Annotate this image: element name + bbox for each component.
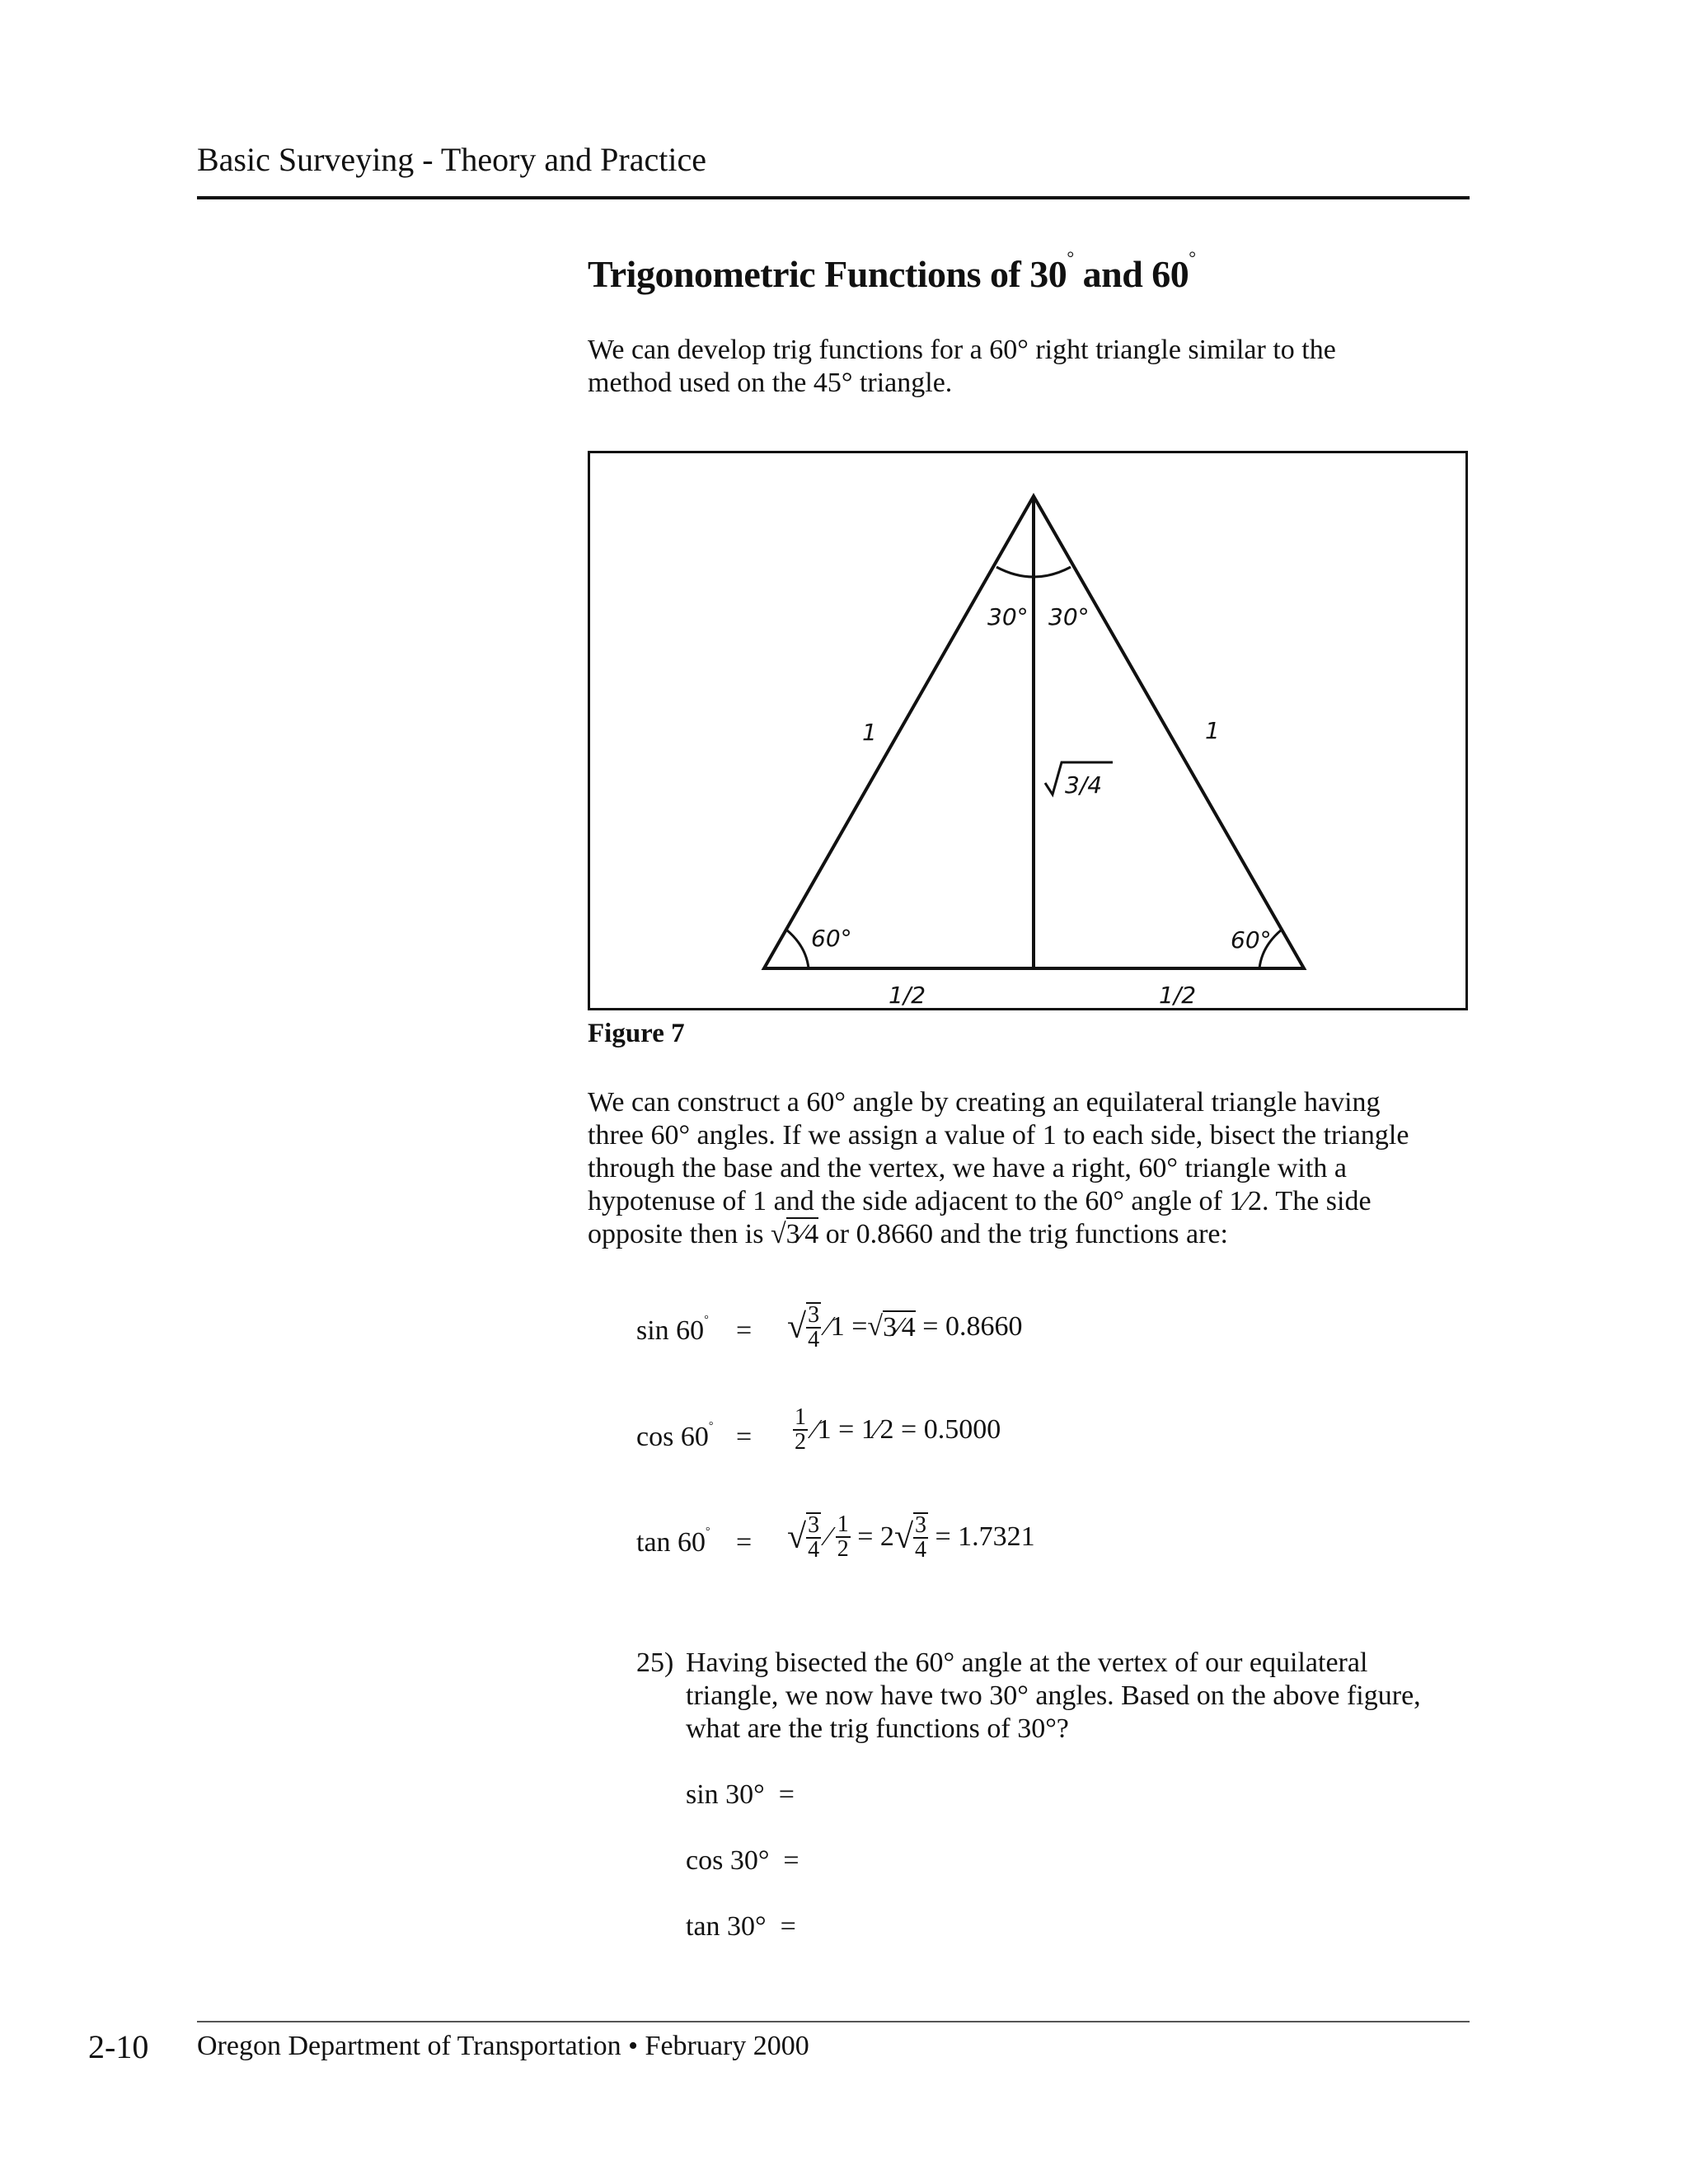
- body2-line-2: three 60° angles. If we assign a value of 1 to each side, bisect the triangle: [588, 1120, 1409, 1151]
- cos60-expression: $\frac{1}{2}$ ⁄1 = 1⁄2 = 0.5000: [795, 1404, 1001, 1455]
- right-side-label: 1: [1205, 717, 1220, 744]
- left-side-label: 1: [862, 719, 877, 746]
- construction-paragraph: [588, 1086, 1486, 1251]
- tan60-label: tan 60°: [636, 1526, 710, 1558]
- intro-line-2: method used on the 45° triangle.: [588, 368, 953, 398]
- cos60-label: cos 60°: [636, 1420, 714, 1452]
- tan60-equals: =: [736, 1527, 753, 1558]
- right-half-base-label: 1/2: [1159, 982, 1197, 1008]
- height-label: 3/4: [1065, 771, 1103, 799]
- sin60-equals: =: [736, 1315, 753, 1346]
- apex-left-angle-label: 30°: [987, 603, 1029, 630]
- sin60-expression: √ $\frac{3}{4}$ ⁄1 = √ 3⁄4 = 0.8660: [787, 1302, 1023, 1352]
- section-title-part1: Trigonometric Functions of 30: [588, 253, 1067, 295]
- answer-sin30: sin 30° =: [686, 1779, 795, 1810]
- body2-line-4: hypotenuse of 1 and the side adjacent to the 60° angle of 1⁄2. The side: [588, 1186, 1372, 1216]
- body2-line-1: We can construct a 60° angle by creating an equilateral triangle having: [588, 1087, 1381, 1118]
- tan60-expression: √ $\frac{3}{4}$ ⁄ $\frac{1}{2}$ = 2 √ $\frac{3}{4}$ = 1.7321: [787, 1511, 1035, 1563]
- section-title: [588, 247, 1196, 296]
- answer-cos30: cos 30° =: [686, 1845, 799, 1876]
- intro-paragraph: [588, 334, 1486, 400]
- section-title-degree-1: °: [1067, 247, 1074, 268]
- right-base-angle-label: 60°: [1231, 926, 1272, 954]
- page-number: 2-10: [88, 2028, 149, 2065]
- figure-caption: Figure 7: [588, 1019, 685, 1048]
- answer-tan30: tan 30° =: [686, 1911, 796, 1942]
- sqrt-inline: √3⁄4: [770, 1219, 819, 1249]
- body2-line-5: opposite then is √3⁄4 or 0.8660 and the trig functions are:: [588, 1219, 1228, 1249]
- section-title-degree-2: °: [1189, 247, 1196, 268]
- sin60-label: sin 60°: [636, 1314, 709, 1346]
- left-base-angle-arc: [786, 930, 809, 968]
- body2-line-3: through the base and the vertex, we have a right, 60° triangle with a: [588, 1153, 1347, 1183]
- question-text: Having bisected the 60° angle at the vertex of our equilateral triangle, we now have two 30° angles. Based on the above figure, what are the trig functions of 30°?: [686, 1647, 1421, 1744]
- left-half-base-label: 1/2: [889, 982, 926, 1008]
- apex-right-angle-label: 30°: [1048, 603, 1090, 630]
- header-rule: [197, 196, 1470, 199]
- intro-line-1: We can develop trig functions for a 60° right triangle similar to the: [588, 335, 1336, 365]
- question-number: 25): [636, 1647, 674, 1678]
- running-header: Basic Surveying - Theory and Practice: [197, 141, 706, 178]
- sqrt-symbol: √: [787, 1308, 807, 1346]
- cos60-equals: =: [736, 1422, 753, 1452]
- left-base-angle-label: 60°: [811, 925, 852, 952]
- section-title-part2: and 60: [1073, 253, 1189, 295]
- equilateral-triangle-diagram: [590, 453, 1465, 1008]
- footer-text: Oregon Department of Transportation • February 2000: [197, 2031, 809, 2061]
- figure-7-frame: [588, 451, 1468, 1010]
- footer-rule: [197, 2021, 1470, 2022]
